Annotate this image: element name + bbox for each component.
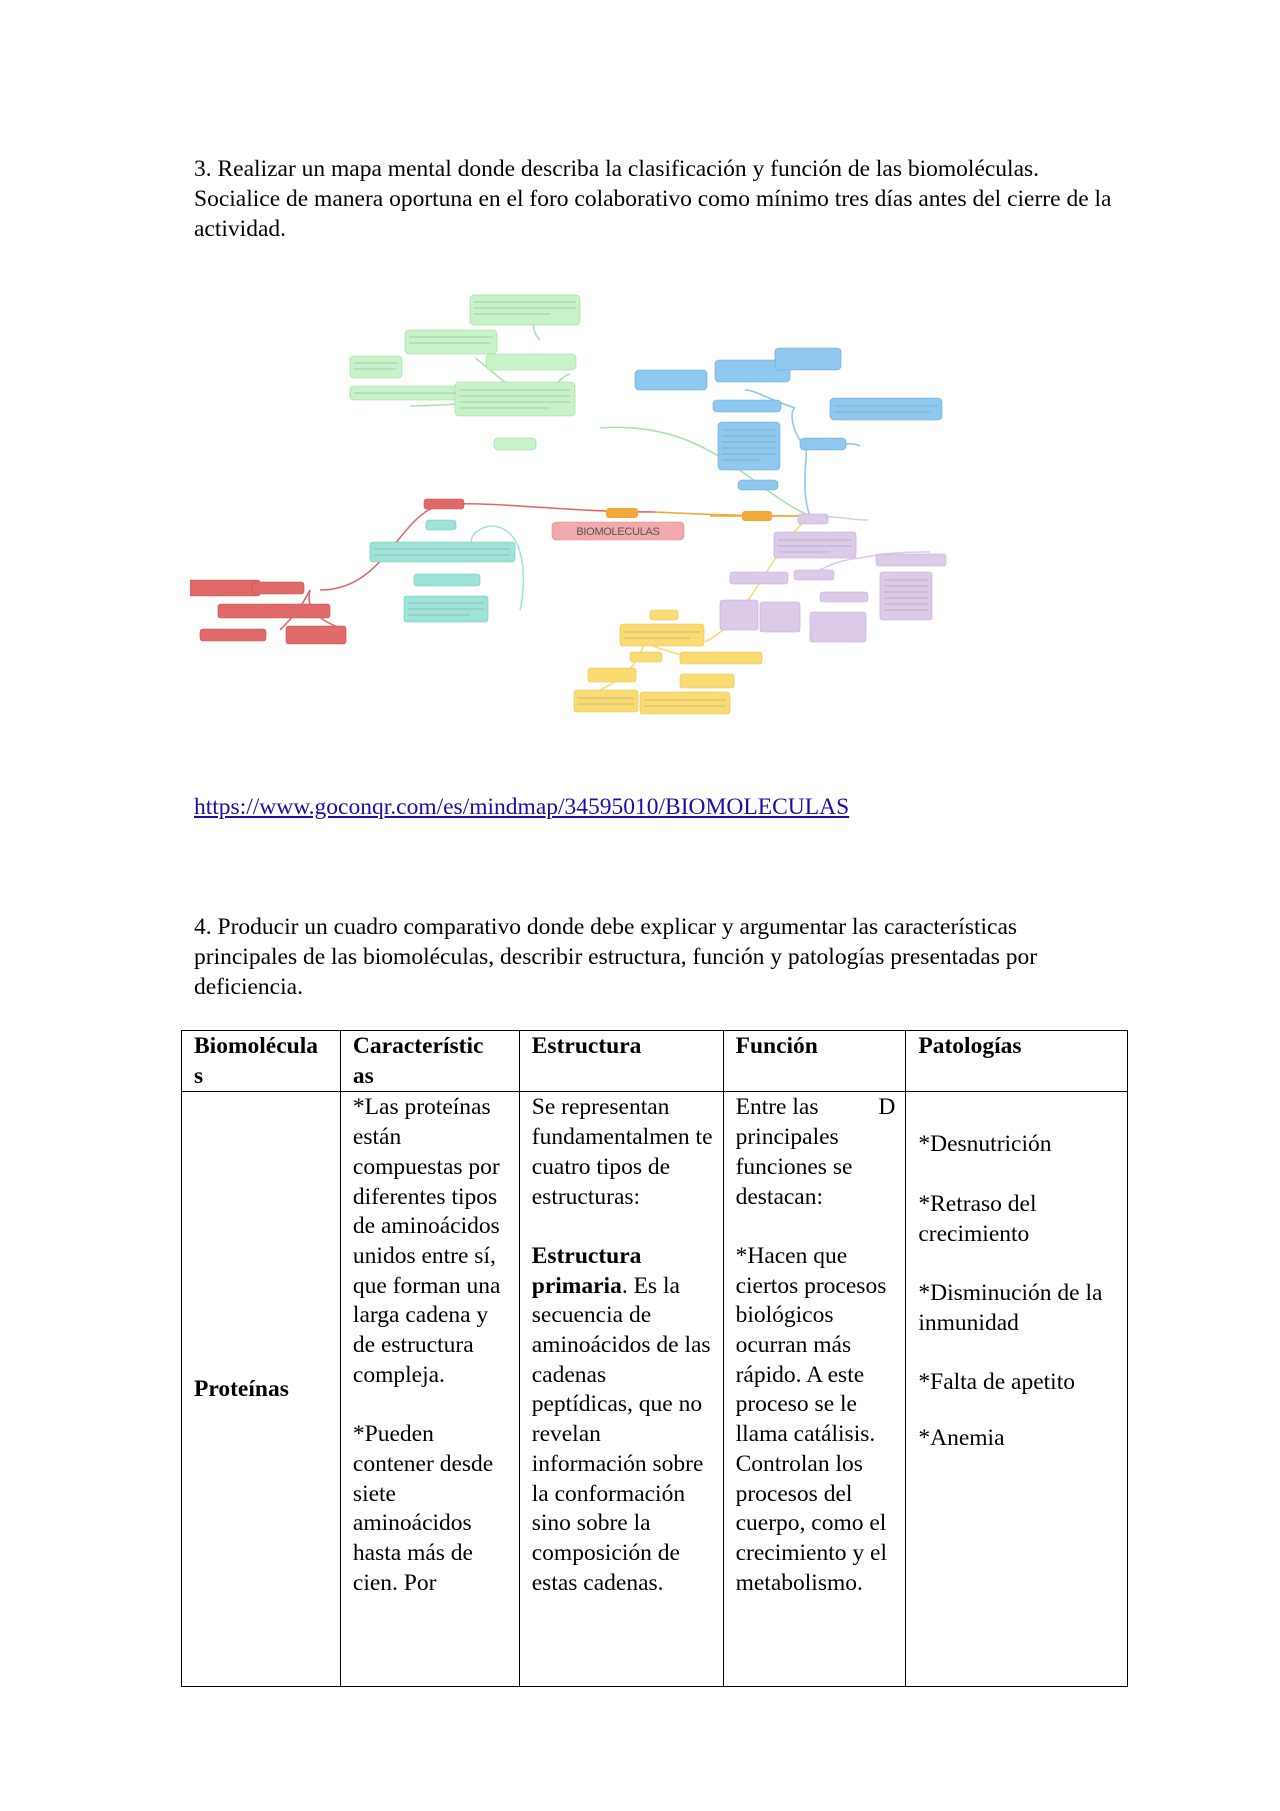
patologia-item: *Disminución de la inmunidad [918, 1279, 1103, 1336]
funcion-detail: *Hacen que ciertos procesos biológicos ocurran más rápido. A este proceso se le llama catálisis. Controlan los procesos del cuerpo, como el crecimiento y el metabolismo. [735, 1242, 887, 1596]
cell-patologias [906, 1092, 1128, 1687]
header-estructura: Estructura [519, 1031, 723, 1092]
header-patologias: Patologías [906, 1031, 1128, 1092]
cell-estructura [519, 1092, 723, 1687]
funcion-first-word: Entre las [735, 1094, 819, 1121]
patologia-item: *Retraso del crecimiento [918, 1190, 1037, 1247]
cell-caracteristicas [340, 1092, 519, 1687]
funcion-first-line [736, 1093, 896, 1123]
funcion-stray-letter: D [878, 1094, 896, 1121]
mind-map-image [190, 290, 1090, 770]
caracteristicas-paragraph-2: *Pueden contener desde siete aminoácidos hasta más de cien. Por [352, 1421, 494, 1596]
estructura-intro: Se representan fundamentalmen te cuatro tipos de estructuras: [531, 1094, 713, 1210]
patologia-item: *Anemia [918, 1424, 1005, 1451]
mind-map-link[interactable]: https://www.goconqr.com/es/mindmap/34595010/BIOMOLECULAS [194, 794, 850, 820]
mind-map-central-label: BIOMOLECULAS [576, 526, 660, 538]
header-biomolecula: Biomolécula s [182, 1031, 341, 1092]
funcion-intro: principales funciones se destacan: [735, 1124, 853, 1210]
header-funcion: Función [723, 1031, 906, 1092]
table-header-row [182, 1031, 1128, 1092]
header-caracteristicas: Característic as [340, 1031, 519, 1092]
estructura-primaria-text: . Es la secuencia de aminoácidos de las cadenas peptídicas, que no revelan información sobre la conformación sino sobre la composición de estas cadenas. [531, 1272, 711, 1596]
question-3-text: 3. Realizar un mapa mental donde describa la clasificación y función de las biomoléculas. Socialice de manera oportuna en el foro colaborativo como mínimo tres días antes del cierre de la actividad. [194, 156, 1112, 242]
comparison-table [181, 1030, 1128, 1687]
cell-biomolecula: Proteínas [182, 1092, 341, 1687]
table-row [182, 1092, 1128, 1687]
cell-funcion [723, 1092, 906, 1687]
caracteristicas-paragraph-1: *Las proteínas están compuestas por diferentes tipos de aminoácidos unidos entre sí, que forman una larga cadena y de estructura compleja. [352, 1094, 501, 1388]
patologia-item: *Falta de apetito [918, 1368, 1075, 1395]
question-4-text: 4. Producir un cuadro comparativo donde debe explicar y argumentar las características principales de las biomoléculas, describir estructura, función y patologías presentadas por deficiencia. [194, 914, 1038, 1000]
estructura-primaria [532, 1242, 713, 1598]
estructura-primaria-title: Estructura primaria [531, 1242, 642, 1299]
patologia-item: *Desnutrición [918, 1131, 1052, 1158]
